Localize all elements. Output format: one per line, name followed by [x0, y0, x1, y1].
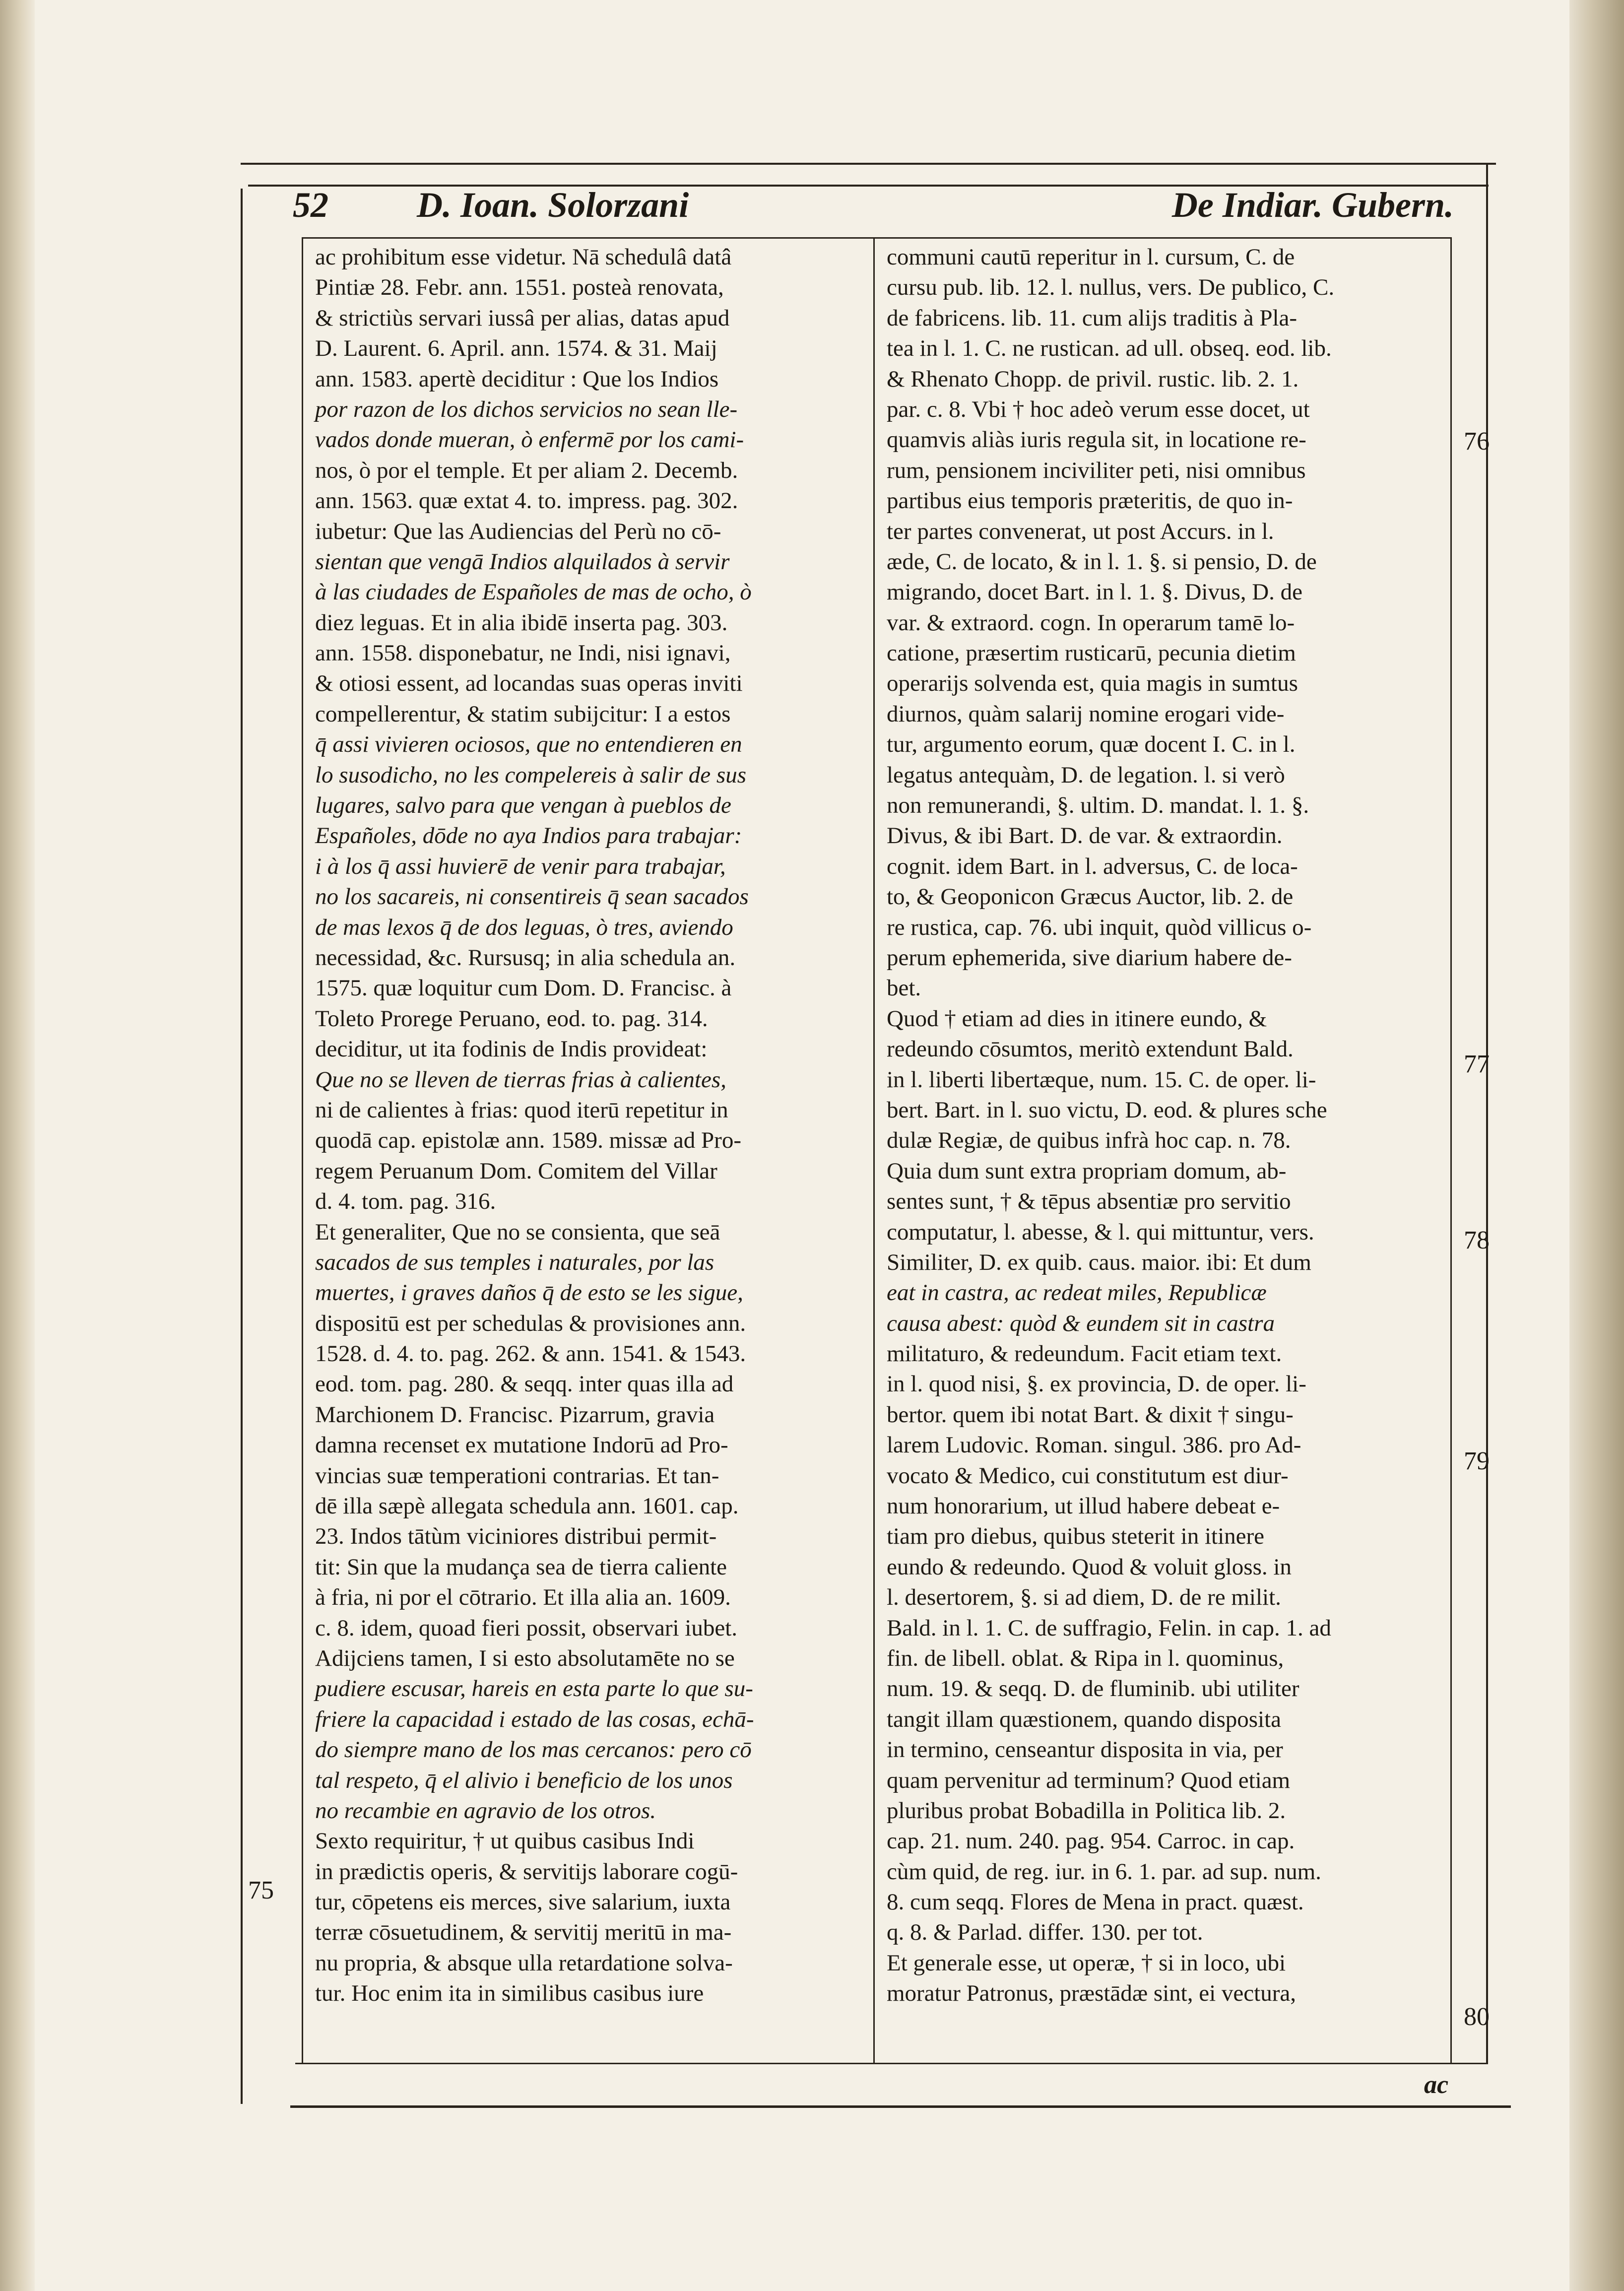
- text-line: Et generale esse, ut operæ, † si in loco, ubi: [887, 1950, 1286, 1976]
- text-line: larem Ludovic. Roman. singul. 386. pro Ad-: [887, 1432, 1301, 1458]
- text-line: friere la capacidad i estado de las cosas, echā-: [315, 1706, 754, 1732]
- running-header: [263, 184, 1474, 236]
- text-line: q̄ assi vivieren ociosos, que no entendieren en: [315, 731, 742, 758]
- text-line: ann. 1563. quæ extat 4. to. impress. pag. 302.: [315, 488, 738, 514]
- left-text-column: [315, 242, 866, 2009]
- text-line: to, & Geoponicon Græcus Auctor, lib. 2. de: [887, 884, 1294, 910]
- text-line: causa abest: quòd & eundem sit in castra: [887, 1310, 1275, 1336]
- text-line: Bald. in l. 1. C. de suffragio, Felin. in cap. 1. ad: [887, 1615, 1331, 1641]
- text-line: Similiter, D. ex quib. caus. maior. ibi: Et dum: [887, 1249, 1311, 1275]
- text-line: ann. 1583. apertè deciditur : Que los Indios: [315, 366, 719, 392]
- text-line: vocato & Medico, cui constitutum est diur-: [887, 1462, 1289, 1489]
- frame-left: [241, 189, 243, 2104]
- text-line: cursu pub. lib. 12. l. nullus, vers. De publico, C.: [887, 274, 1335, 301]
- text-line: & strictiùs servari iussâ per alias, datas apud: [315, 305, 730, 331]
- text-line: æde, C. de locato, & in l. 1. §. si pensio, D. de: [887, 548, 1317, 575]
- text-line: ter partes convenerat, ut post Accurs. in l.: [887, 518, 1274, 544]
- text-line: 8. cum seqq. Flores de Mena in pract. quæst.: [887, 1889, 1304, 1915]
- text-line: vincias suæ temperationi contrarias. Et tan-: [315, 1462, 719, 1489]
- text-line: Españoles, dōde no aya Indios para trabajar:: [315, 823, 742, 849]
- text-line: eod. tom. pag. 280. & seqq. inter quas illa ad: [315, 1371, 734, 1397]
- text-line: non remunerandi, §. ultim. D. mandat. l. 1. §.: [887, 792, 1309, 819]
- text-line: d. 4. tom. pag. 316.: [315, 1188, 496, 1215]
- text-line: Et generaliter, Que no se consienta, que seā: [315, 1219, 720, 1245]
- header-rule: [241, 163, 1496, 165]
- text-line: Toleto Prorege Peruano, eod. to. pag. 314.: [315, 1005, 708, 1032]
- text-line: cognit. idem Bart. in l. adversus, C. de loca-: [887, 853, 1298, 879]
- text-line: q. 8. & Parlad. differ. 130. per tot.: [887, 1919, 1203, 1946]
- text-line: diez leguas. Et in alia ibidē inserta pag. 303.: [315, 609, 728, 636]
- text-line: deciditur, ut ita fodinis de Indis provideat:: [315, 1036, 708, 1062]
- text-line: tit: Sin que la mudança sea de tierra caliente: [315, 1554, 727, 1580]
- text-line: c. 8. idem, quoad fieri possit, observari iubet.: [315, 1615, 738, 1641]
- text-line: D. Laurent. 6. April. ann. 1574. & 31. Maij: [315, 335, 717, 362]
- text-line: in l. liberti libertæque, num. 15. C. de oper. li-: [887, 1066, 1316, 1093]
- text-line: bet.: [887, 975, 921, 1001]
- text-line: regem Peruanum Dom. Comitem del Villar: [315, 1158, 717, 1184]
- text-line: lo susodicho, no les compelereis à salir de sus: [315, 762, 746, 788]
- text-line: Adijciens tamen, I si esto absolutamēte no se: [315, 1645, 735, 1671]
- running-title: De Indiar. Gubern.: [1171, 185, 1454, 225]
- margin-note-75: 75: [248, 1876, 274, 1904]
- page-edge: [1569, 0, 1624, 2291]
- text-line: 1528. d. 4. to. pag. 262. & ann. 1541. & 1543.: [315, 1341, 746, 1367]
- text-line: fin. de libell. oblat. & Ripa in l. quominus,: [887, 1645, 1284, 1671]
- text-line: redeundo cōsumtos, meritò extendunt Bald.: [887, 1036, 1294, 1062]
- footer-rule-inner: [295, 2063, 1486, 2064]
- text-line: iubetur: Que las Audiencias del Perù no cō-: [315, 518, 721, 544]
- text-line: damna recenset ex mutatione Indorū ad Pro-: [315, 1432, 728, 1458]
- text-line: moratur Patronus, præstādæ sint, ei vectura,: [887, 1980, 1296, 2007]
- margin-note-76: 76: [1464, 427, 1490, 456]
- margin-note-80: 80: [1464, 2003, 1490, 2031]
- text-line: 23. Indos tātùm viciniores distribui permit-: [315, 1523, 717, 1550]
- text-line: ni de calientes à frias: quod iterū repetitur in: [315, 1097, 728, 1123]
- text-line: Que no se lleven de tierras frias à calientes,: [315, 1066, 726, 1093]
- text-line: compellerentur, & statim subijcitur: I a estos: [315, 701, 731, 727]
- text-line: eundo & redeundo. Quod & voluit gloss. in: [887, 1554, 1292, 1580]
- text-line: Sexto requiritur, † ut quibus casibus Indi: [315, 1828, 695, 1854]
- text-line: computatur, l. abesse, & l. qui mittuntur, vers.: [887, 1219, 1314, 1245]
- text-line: in termino, censeantur disposita in via, per: [887, 1737, 1283, 1763]
- text-line: no recambie en agravio de los otros.: [315, 1797, 656, 1824]
- text-line: no los sacareis, ni consentireis q̄ sean sacados: [315, 884, 749, 910]
- margin-note-77: 77: [1464, 1050, 1490, 1078]
- text-line: tangit illam quæstionem, quando disposita: [887, 1706, 1282, 1732]
- text-line: dulæ Regiæ, de quibus infrà hoc cap. n. 78.: [887, 1127, 1291, 1154]
- text-line: quam pervenitur ad terminum? Quod etiam: [887, 1767, 1291, 1793]
- page: [35, 0, 1569, 2291]
- text-line: de fabricens. lib. 11. cum alijs traditis à Pla-: [887, 305, 1298, 331]
- text-line: Quod † etiam ad dies in itinere eundo, &: [887, 1005, 1267, 1032]
- text-line: 1575. quæ loquitur cum Dom. D. Francisc. à: [315, 975, 732, 1001]
- text-frame-top: [302, 237, 1450, 239]
- text-line: dē illa sæpè allegata schedula ann. 1601. cap.: [315, 1493, 739, 1519]
- text-line: & Rhenato Chopp. de privil. rustic. lib. 2. 1.: [887, 366, 1299, 392]
- text-line: à fria, ni por el cōtrario. Et illa alia an. 1609.: [315, 1584, 731, 1611]
- text-line: bert. Bart. in l. suo victu, D. eod. & plures sche: [887, 1097, 1327, 1123]
- text-line: par. c. 8. Vbi † hoc adeò verum esse docet, ut: [887, 396, 1310, 422]
- text-frame-right: [1450, 237, 1452, 2063]
- text-line: quamvis aliàs iuris regula sit, in locatione re-: [887, 427, 1306, 453]
- text-line: terræ cōsuetudinem, & servitij meritū in ma-: [315, 1919, 732, 1946]
- text-line: legatus antequàm, D. de legation. l. si verò: [887, 762, 1285, 788]
- text-line: & otiosi essent, ad locandas suas operas inviti: [315, 670, 743, 697]
- text-line: tea in l. 1. C. ne rustican. ad ull. obseq. eod. lib.: [887, 335, 1332, 362]
- text-line: militaturo, & redeundum. Facit etiam text.: [887, 1341, 1282, 1367]
- text-line: dispositū est per schedulas & provisiones ann.: [315, 1310, 746, 1336]
- text-line: sacados de sus temples i naturales, por las: [315, 1249, 715, 1275]
- text-line: tur. Hoc enim ita in similibus casibus iure: [315, 1980, 704, 2007]
- text-frame-left: [302, 237, 303, 2063]
- text-line: tiam pro diebus, quibus steterit in itinere: [887, 1523, 1264, 1550]
- text-line: l. desertorem, §. si ad diem, D. de re milit.: [887, 1584, 1281, 1611]
- text-line: catione, præsertim rusticarū, pecunia dietim: [887, 640, 1296, 666]
- text-line: Divus, & ibi Bart. D. de var. & extraordin.: [887, 823, 1283, 849]
- text-line: Quia dum sunt extra propriam domum, ab-: [887, 1158, 1287, 1184]
- text-line: communi cautū reperitur in l. cursum, C. de: [887, 244, 1295, 270]
- binding-gutter: [0, 0, 35, 2291]
- text-line: migrando, docet Bart. in l. 1. §. Divus, D. de: [887, 579, 1303, 605]
- text-line: pluribus probat Bobadilla in Politica lib. 2.: [887, 1797, 1286, 1824]
- footer-rule: [290, 2105, 1511, 2108]
- text-line: lugares, salvo para que vengan à pueblos de: [315, 792, 731, 819]
- text-line: cap. 21. num. 240. pag. 954. Carroc. in cap.: [887, 1828, 1295, 1854]
- text-line: muertes, i graves daños q̄ de esto se les sigue,: [315, 1280, 743, 1306]
- text-line: bertor. quem ibi notat Bart. & dixit † singu-: [887, 1401, 1294, 1428]
- text-line: cùm quid, de reg. iur. in 6. 1. par. ad sup. num.: [887, 1858, 1321, 1885]
- text-line: i à los q̄ assi huvierē de venir para trabajar,: [315, 853, 726, 879]
- column-separator: [873, 237, 875, 2063]
- text-line: Marchionem D. Francisc. Pizarrum, gravia: [315, 1401, 715, 1428]
- text-line: tur, cōpetens eis merces, sive salarium, iuxta: [315, 1889, 731, 1915]
- text-line: por razon de los dichos servicios no sean lle-: [315, 396, 738, 422]
- text-line: do siempre mano de los mas cercanos: pero cō: [315, 1737, 752, 1763]
- text-line: quodā cap. epistolæ ann. 1589. missæ ad Pro-: [315, 1127, 741, 1154]
- text-line: rum, pensionem inciviliter peti, nisi omnibus: [887, 457, 1306, 483]
- text-line: var. & extraord. cogn. In operarum tamē lo-: [887, 609, 1295, 636]
- text-line: tur, argumento eorum, quæ docent I. C. in l.: [887, 731, 1296, 758]
- text-line: de mas lexos q̄ de dos leguas, ò tres, aviendo: [315, 914, 733, 940]
- text-line: ac prohibitum esse videtur. Nā schedulâ datâ: [315, 244, 732, 270]
- text-line: in prædictis operis, & servitijs laborare cogū-: [315, 1858, 738, 1885]
- text-line: re rustica, cap. 76. ubi inquit, quòd villicus o-: [887, 914, 1312, 940]
- text-line: tal respeto, q̄ el alivio i beneficio de los unos: [315, 1767, 733, 1793]
- running-author: D. Ioan. Solorzani: [417, 185, 689, 225]
- text-line: operarijs solvenda est, quia magis in sumtus: [887, 670, 1298, 697]
- text-line: diurnos, quàm salarij nomine erogari vide-: [887, 701, 1285, 727]
- text-line: ann. 1558. disponebatur, ne Indi, nisi ignavi,: [315, 640, 731, 666]
- text-line: nos, ò por el temple. Et per aliam 2. Decemb.: [315, 457, 738, 483]
- text-line: vados donde mueran, ò enfermē por los cami-: [315, 427, 744, 453]
- text-line: num. 19. & seqq. D. de fluminib. ubi utiliter: [887, 1676, 1299, 1702]
- margin-note-78: 78: [1464, 1226, 1490, 1254]
- margin-note-79: 79: [1464, 1447, 1490, 1475]
- text-line: Pintiæ 28. Febr. ann. 1551. posteà renovata,: [315, 274, 724, 301]
- text-line: sentes sunt, † & tēpus absentiæ pro servitio: [887, 1188, 1291, 1215]
- page-number: 52: [293, 185, 328, 225]
- text-line: necessidad, &c. Rursusq; in alia schedula an.: [315, 944, 736, 971]
- text-line: in l. quod nisi, §. ex provincia, D. de oper. li-: [887, 1371, 1306, 1397]
- text-line: sientan que vengā Indios alquilados à servir: [315, 548, 730, 575]
- text-line: num honorarium, ut illud habere debeat e-: [887, 1493, 1280, 1519]
- catchword: ac: [1424, 2071, 1449, 2099]
- text-line: à las ciudades de Españoles de mas de ocho, ò: [315, 579, 752, 605]
- right-text-column: [887, 242, 1445, 2009]
- text-line: nu propria, & absque ulla retardatione solva-: [315, 1950, 733, 1976]
- text-line: pudiere escusar, hareis en esta parte lo que su-: [315, 1676, 753, 1702]
- text-line: partibus eius temporis præteritis, de quo in-: [887, 488, 1293, 514]
- text-line: eat in castra, ac redeat miles, Republicæ: [887, 1280, 1267, 1306]
- text-line: perum ephemerida, sive diarium habere de-: [887, 944, 1292, 971]
